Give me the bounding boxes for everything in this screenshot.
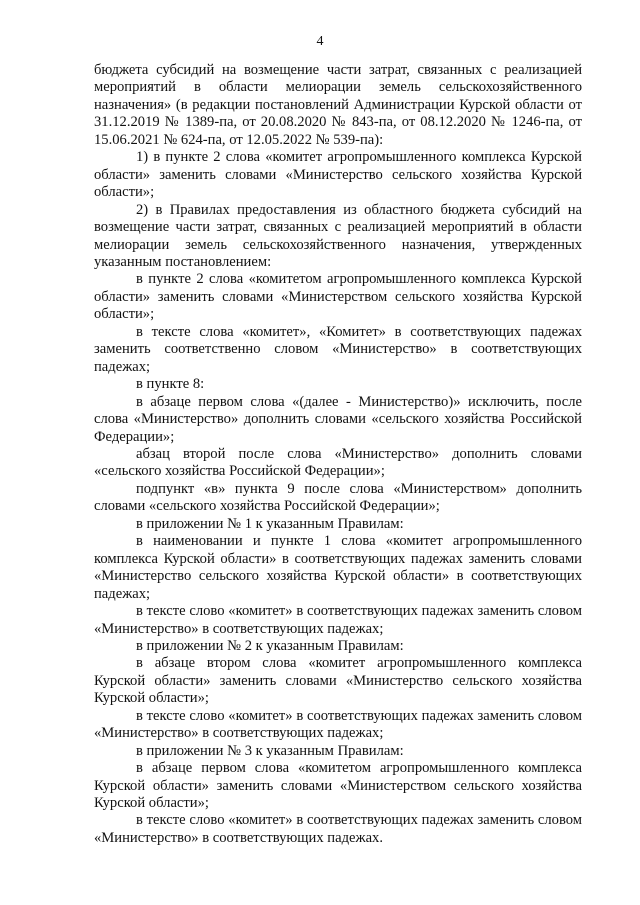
paragraph-11: в наименовании и пункте 1 слова «комитет агропромышленного комплекса Курской области» в соответствующих падежах заменить словами «Министерство сельского хозяйства Курской области» в соответствующих падежах; [94,533,582,602]
paragraph-2: 1) в пункте 2 слова «комитет агропромышленного комплекса Курской области» заменить словами «Министерство сельского хозяйства Курской области»; [94,149,582,201]
paragraph-7: в абзаце первом слова «(далее - Министерство)» исключить, после слова «Министерство» дополнить словами «сельского хозяйства Российской Федерации»; [94,393,582,445]
paragraph-16: в приложении № 3 к указанным Правилам: [136,742,404,759]
paragraph-15: в тексте слово «комитет» в соответствующих падежах заменить словом «Министерство» в соответствующих падежах; [94,707,582,742]
paragraph-8: абзац второй после слова «Министерство» дополнить словами «сельского хозяйства Российской Федерации»; [94,445,582,480]
page-number: 4 [316,34,324,49]
paragraph-17: в абзаце первом слова «комитетом агропромышленного комплекса Курской области» заменить словами «Министерством сельского хозяйства Курской области»; [94,760,582,812]
paragraph-3: 2) в Правилах предоставления из областного бюджета субсидий на возмещение части затрат, связанных с реализацией мероприятий в области мелиорации земель сельскохозяйственного назначения, утвержденных указанным постановлением: [94,201,582,270]
paragraph-14: в абзаце втором слова «комитет агропромышленного комплекса Курской области» заменить словами «Министерство сельского хозяйства Курской области»; [94,655,582,707]
paragraph-5: в тексте слова «комитет», «Комитет» в соответствующих падежах заменить соответственно словом «Министерство» в соответствующих падежах; [94,323,582,375]
paragraph-18: в тексте слово «комитет» в соответствующих падежах заменить словом «Министерство» в соответствующих падежах. [94,812,582,846]
paragraph-13: в приложении № 2 к указанным Правилам: [136,637,404,654]
paragraph-9: подпункт «в» пункта 9 после слова «Министерством» дополнить словами «сельского хозяйства Российской Федерации»; [94,480,582,515]
paragraph-6: в пункте 8: [136,376,205,393]
paragraph-1: бюджета субсидий на возмещение части затрат, связанных с реализацией мероприятий в области мелиорации земель сельскохозяйственного назначения» (в редакции постановлений Администрации Курской области от 31.12.2019 № 1389-па, от 20.08.2020 № 843-па, от 08.12.2020 № 1246-па, от 15.06.2021 № 624-па, от 12.05.2022 № 539-па): [94,62,582,148]
paragraph-12: в тексте слово «комитет» в соответствующих падежах заменить словом «Министерство» в соответствующих падежах; [94,603,582,637]
paragraph-10: в приложении № 1 к указанным Правилам: [136,515,404,532]
document-body [94,62,582,847]
paragraph-4: в пункте 2 слова «комитетом агропромышленного комплекса Курской области» заменить словами «Министерством сельского хозяйства Курской области»; [94,271,582,323]
